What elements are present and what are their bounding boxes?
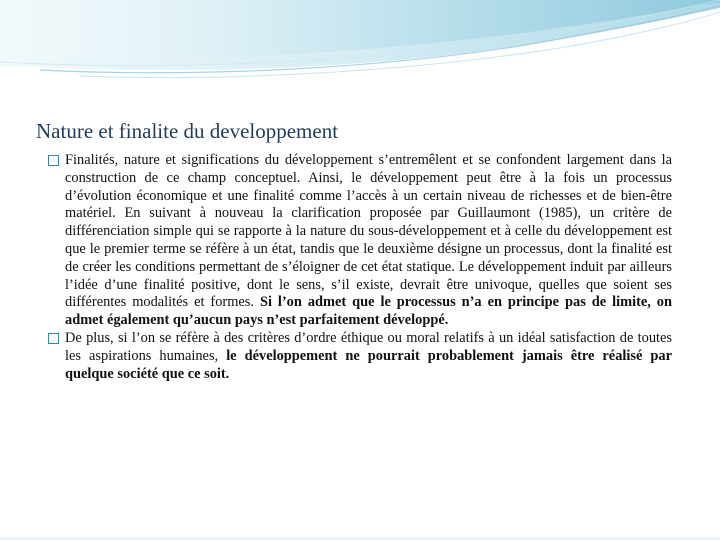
slide-body: [48, 152, 672, 383]
square-bullet-icon: [48, 333, 59, 344]
header-wave-decoration: [0, 0, 720, 110]
bullet-bold-text: le développement ne pourrait probablement jamais être réalisé par quelque société que ce soit.: [65, 347, 672, 382]
slide-title: Nature et finalite du developpement: [36, 119, 339, 143]
bullet-item: [48, 330, 672, 383]
bullet-text: Finalités, nature et significations du développement s’entremêlent et se confondent largement dans la construction de ce champ conceptuel. Ainsi, le développement peut être à la fois un processus d’évolution économique et une finalité comme l’accès à un certain niveau de richesses et de bien-être matériel. En suivant à nouveau la clarification proposée par Guillaumont (1985), un critère de différenciation simple qui se rapporte à la nature du sous-développement et à celle du développement est que le premier terme se réfère à un état, tandis que le deuxième désigne un processus, dont la finalité est de créer les conditions permettant de s’éloigner de cet état statique. Le développement induit par ailleurs l’idée d’une finalité positive, dont le sens, s’il existe, devrait être univoque, quelles que soient ses différentes modalités et formes.: [65, 152, 672, 311]
bullet-text: De plus, si l’on se réfère à des critères d’ordre éthique ou moral relatifs à un idéal satisfaction de toutes les aspirations humaines,: [65, 329, 672, 364]
bullet-item: [48, 152, 672, 330]
bullet-bold-text: Si l’on admet que le processus n’a en principe pas de limite, on admet également qu’aucun pays n’est parfaitement développé.: [65, 294, 672, 329]
square-bullet-icon: [48, 155, 59, 166]
